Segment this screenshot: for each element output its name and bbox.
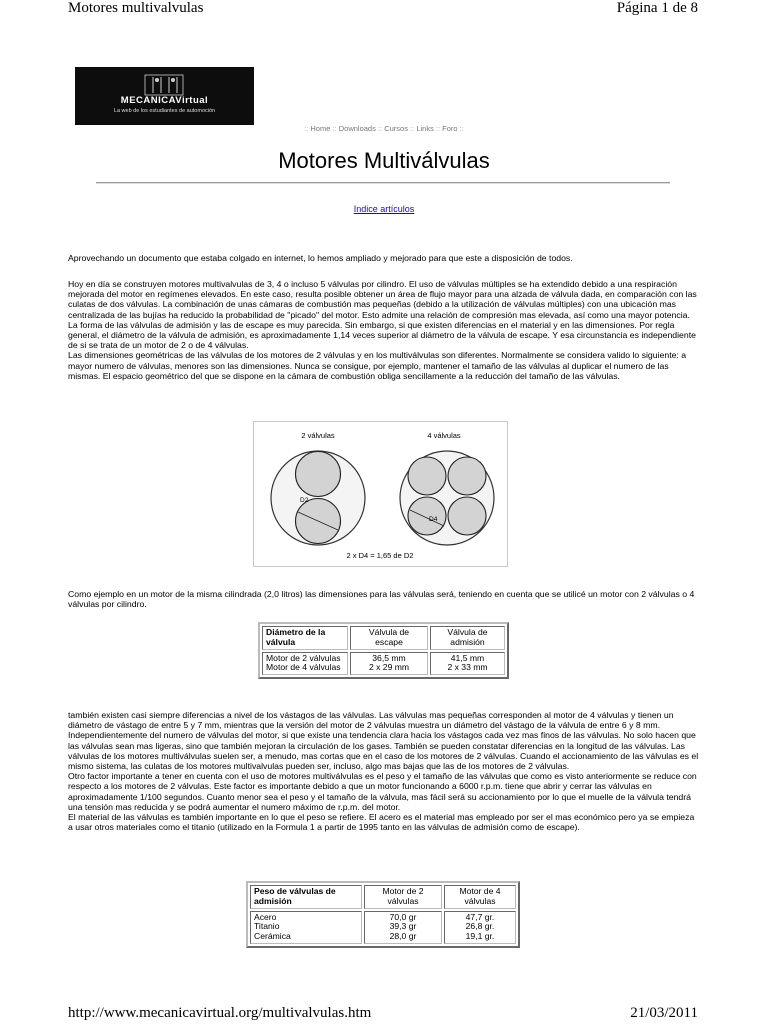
table-header-cell: Peso de válvulas de admisión — [250, 885, 362, 909]
table-header-cell: Diámetro de la válvula — [262, 626, 348, 650]
table-cell: Acero Titanio Cerámica — [250, 911, 362, 944]
example-paragraph: Como ejemplo en un motor de la misma cilindrada (2,0 litros) las dimensiones para las válvulas será, teniendo en cuenta que se utilicé un motor con 2 válvulas o 4 válvulas por cilindro. — [68, 589, 695, 610]
valve-diagram — [253, 421, 508, 567]
pdf-footer — [68, 1005, 698, 1022]
table-header-cell: Válvula de admisión — [430, 626, 505, 650]
nav-link-foro[interactable]: Foro — [442, 124, 458, 133]
valve-2v-top — [296, 452, 341, 497]
valve-4v-top-left — [408, 457, 446, 495]
label-4-valvulas: 4 válvulas — [427, 431, 461, 440]
page-title: Motores Multiválvulas — [278, 148, 490, 173]
table-cell: 70,0 gr 39,3 gr 28,0 gr — [364, 911, 442, 944]
table-header-row — [262, 626, 505, 650]
index-articles-link[interactable]: Indice artículos — [353, 204, 415, 214]
table-cell: 41,5 mm 2 x 33 mm — [430, 652, 505, 676]
table-row — [262, 652, 505, 676]
stems-paragraph: también existen casi siempre diferencias a nivel de los vástagos de las válvulas. Las válvulas mas pequeñas corresponden al motor de 4 válvulas y tienen un diámetro de vástago de entre 5 y 7 mm, mientras que la versión del motor de 2 válvulas muestra un diámetro del vástago de la válvula de entre 6 y 8 mm. Independientemente del numero de válvulas del motor, si que existe una tendencia clara hacia los vástagos cada vez mas finos de las válvulas. No solo hacen que las válvulas sean mas ligeras, sino que también mejoran la circulación de los gases. También se pueden constatar diferencias en la longitud de las válvulas. Las válvulas de los motores multiválvulas suelen ser, a menudo, mas cortas que en el caso de los motores de 2 válvulas. Cuando el accionamiento de las válvulas es el mismo sistema, las culatas de los motores multivalvulas pueden ser, incluso, algo mas bajas que las de los motores de 2 válvulas. Otro factor importante a tener en cuenta con el uso de motores multiválvulas es el peso y el tamaño de las válvulas que como es visto anteriormente se reduce con respecto a los motores de 2 válvulas. Este factor es importante debido a que un motor funcionando a 6000 r.p.m. tiene que abrir y cerrar las válvulas en aproximadamente 1/100 segundos. Cuanto menor sea el peso y el tamaño de la válvula, mas fácil será su accionamiento por lo que el muelle de la válvula tendrá una tensión mas reducida y se podrá aumentar el numero máximo de r.p.m. del motor. El material de las válvulas es también importante en lo que el peso se refiere. El acero es el material mas empleado por ser el mas económico pero ya se empieza a usar otros materiales como el titanio (utilizado en la Formula 1 a partir de 1995 tanto en las válvulas de admisión como de escape). — [68, 710, 699, 833]
nav-link-downloads[interactable]: Downloads — [338, 124, 376, 133]
table-header-cell: Motor de 4 válvulas — [444, 885, 516, 909]
label-d2: D2 — [300, 497, 309, 504]
valve-4v-bottom-right — [448, 497, 486, 535]
pdf-footer-date: 21/03/2011 — [630, 1005, 698, 1021]
pdf-footer-url: http://www.mecanicavirtual.org/multivalvulas.htm — [68, 1005, 372, 1021]
table-header-cell: Motor de 2 válvulas — [364, 885, 442, 909]
site-logo[interactable] — [75, 67, 254, 125]
nav-link-cursos[interactable]: Cursos — [384, 124, 408, 133]
intro-paragraph: Aprovechando un documento que estaba colgado en internet, lo hemos ampliado y mejorado para que este a disposición de todos. — [68, 253, 573, 263]
logo-wordmark: MECANICAVirtual — [120, 95, 209, 106]
nav-link-home[interactable]: Home — [310, 124, 331, 133]
label-2-valvulas: 2 válvulas — [301, 431, 335, 440]
nav-link-links[interactable]: Links — [416, 124, 434, 133]
main-paragraph: Hoy en día se construyen motores multivalvulas de 3, 4 o incluso 5 válvulas por cilindro. El uso de válvulas múltiples se ha extendido debido a una respiración mejorada del motor en regímenes elevados. En este caso, resulta posible obtener un área de flujo mayor para una alzada de válvula dada, en comparación con las culatas de dos válvulas. La combinación de unas cámaras de combustión mas pequeñas (debido a la utilización de válvulas múltiples) con una ubicación mas centralizada de las bujías ha reducido la probabilidad de "picado" del motor. Esto admite una relación de compresión mas elevada, así como una mayor potencia. La forma de las válvulas de admisión y las de escape es muy parecida. Sin embargo, si que existen diferencias en el material y en las dimensiones. Por regla general, el diámetro de la válvula de admisión, es aproximadamente 1,14 veces superior al diámetro de la válvula de escape. Y esa circunstancia es independiente de si se trata de un motor de 2 o de 4 válvulas. Las dimensiones geométricas de las válvulas de los motores de 2 válvulas y en los multiválvulas son diferentes. Normalmente se considera valido lo siguiente: a mayor numero de válvulas, menores son las dimensiones. Nunca se consigue, por ejemplo, mantener el tamaño de las válvulas al duplicar el numero de las mismas. El espacio geométrico del que se dispone en la cámara de combustión obliga sencillamente a la reducción del tamaño de las válvulas. — [68, 279, 697, 381]
table-cell: 47,7 gr. 26,8 gr. 19,1 gr. — [444, 911, 516, 944]
logo-tagline: La web de los estudiantes de automoción — [113, 108, 216, 114]
pdf-header-title: Motores multivalvulas — [68, 0, 204, 16]
valve-4v-bottom-left — [408, 497, 446, 535]
pdf-header — [68, 0, 698, 17]
table-cell: 36,5 mm 2 x 29 mm — [350, 652, 428, 676]
title-divider — [96, 182, 670, 184]
label-d4: D4 — [429, 516, 438, 523]
valve-formula: 2 x D4 = 1,65 de D2 — [346, 551, 414, 560]
table-header-cell: Válvula de escape — [350, 626, 428, 650]
site-nav: :: Home :: Downloads :: Cursos :: Links :: Foro :: — [304, 124, 464, 133]
table-header-row — [250, 885, 516, 909]
table-cell: Motor de 2 válvulas Motor de 4 válvulas — [262, 652, 348, 676]
table-row — [250, 911, 516, 944]
valve-weight-table — [246, 881, 520, 948]
valve-diameter-table — [258, 622, 509, 679]
valve-4v-top-right — [448, 457, 486, 495]
pdf-page-number: Página 1 de 8 — [616, 0, 698, 16]
